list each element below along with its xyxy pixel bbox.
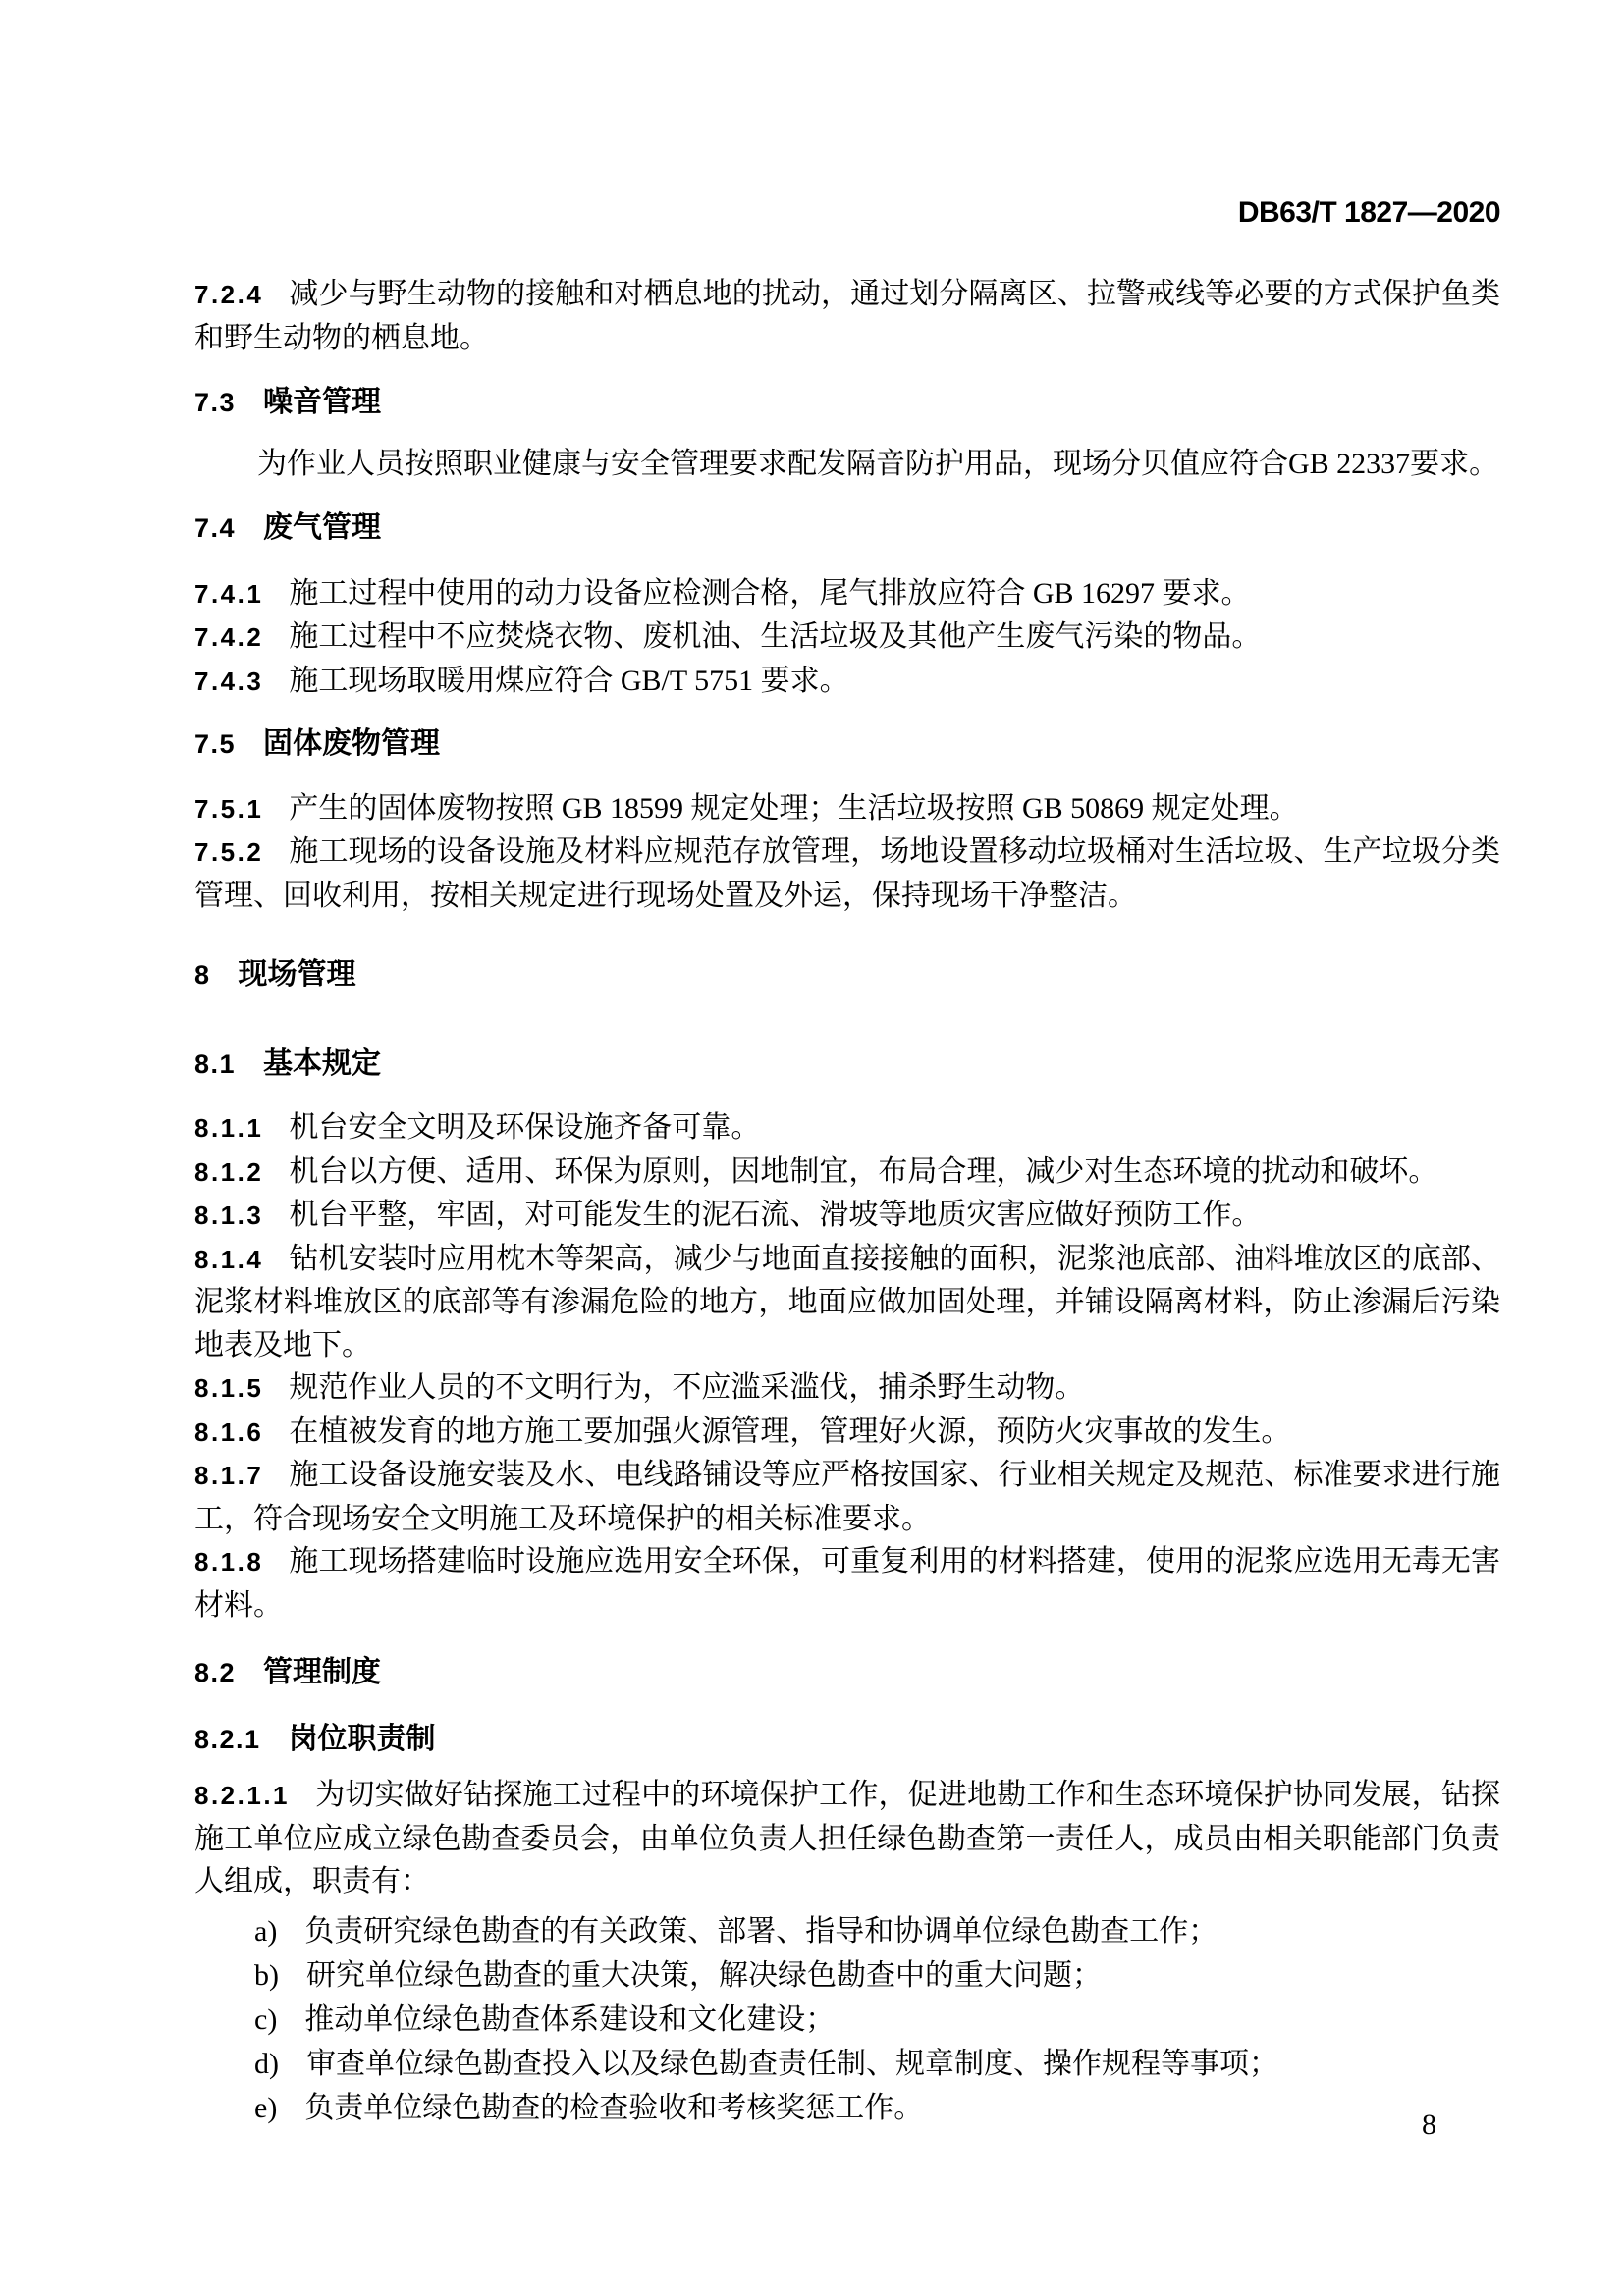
section-number: 7.5 bbox=[194, 729, 237, 759]
clause-7-4-1 bbox=[194, 572, 1500, 616]
clause-number: 8.1.6 bbox=[194, 1416, 264, 1447]
list-item bbox=[194, 1909, 1500, 1953]
clause-number: 8.1.4 bbox=[194, 1244, 264, 1274]
page-number: 8 bbox=[1422, 2109, 1436, 2141]
clause-text: 机台以方便、适用、环保为原则，因地制宜，布局合理，减少对生态环境的扰动和破坏。 bbox=[289, 1154, 1438, 1188]
list-item-text: 研究单位绿色勘查的重大决策，解决绿色勘查中的重大问题； bbox=[306, 1958, 1102, 1992]
clause-number: 8.1.1 bbox=[194, 1113, 264, 1143]
clause-text: 施工设备设施安装及水、电线路铺设等应严格按国家、行业相关规定及规范、标准要求进行施工，符合现场安全文明施工及环境保护的相关标准要求。 bbox=[194, 1459, 1500, 1535]
clause-text: 减少与野生动物的接触和对栖息地的扰动，通过划分隔离区、拉警戒线等必要的方式保护鱼类和野生动物的栖息地。 bbox=[194, 278, 1500, 354]
list-item bbox=[194, 2042, 1500, 2086]
clause-number: 8.1.7 bbox=[194, 1461, 264, 1490]
clause-text: 规范作业人员的不文明行为，不应滥采滥伐，捕杀野生动物。 bbox=[289, 1371, 1085, 1404]
section-number: 8.1 bbox=[194, 1048, 237, 1079]
clause-text: 施工现场搭建临时设施应选用安全环保，可重复利用的材料搭建，使用的泥浆应选用无毒无害材料。 bbox=[194, 1545, 1500, 1622]
list-marker: b) bbox=[254, 1958, 279, 1992]
clause-number: 8.1.3 bbox=[194, 1201, 264, 1230]
list-item-text: 审查单位绿色勘查投入以及绿色勘查责任制、规章制度、操作规程等事项； bbox=[306, 2047, 1278, 2080]
clause-text: 为切实做好钻探施工过程中的环境保护工作，促进地勘工作和生态环境保护协同发展，钻探施工单位应成立绿色勘查委员会，由单位负责人担任绿色勘查第一责任人，成员由相关职能部门负责人组成，职责有： bbox=[194, 1779, 1500, 1897]
section-heading-7-3 bbox=[194, 381, 1500, 425]
section-number: 7.3 bbox=[194, 388, 237, 417]
list-item bbox=[194, 1953, 1500, 1998]
list-marker: c) bbox=[254, 2002, 278, 2036]
section-title: 管理制度 bbox=[263, 1656, 382, 1688]
section-title: 固体废物管理 bbox=[263, 727, 441, 760]
paragraph-7-3 bbox=[194, 443, 1500, 486]
section-title: 废气管理 bbox=[263, 511, 382, 544]
clause-number: 8.2.1.1 bbox=[194, 1781, 291, 1810]
clause-number: 7.2.4 bbox=[194, 280, 264, 309]
header-doc-code: DB63/T 1827—2020 bbox=[1237, 196, 1500, 229]
clause-8-1-3 bbox=[194, 1194, 1500, 1238]
clause-number: 7.5.2 bbox=[194, 837, 264, 867]
section-heading-8-2-1 bbox=[194, 1718, 1500, 1762]
clause-8-2-1-1 bbox=[194, 1774, 1500, 1903]
clause-number: 7.4.3 bbox=[194, 666, 264, 696]
chapter-title: 现场管理 bbox=[238, 958, 356, 990]
section-number: 8.2.1 bbox=[194, 1724, 261, 1754]
clause-number: 8.1.2 bbox=[194, 1156, 264, 1187]
clause-number: 7.4.2 bbox=[194, 622, 264, 652]
paragraph-text: 为作业人员按照职业健康与安全管理要求配发隔音防护用品，现场分贝值应符合GB 22337要求。 bbox=[257, 447, 1499, 480]
clause-7-2-4 bbox=[194, 273, 1500, 359]
clause-8-1-7 bbox=[194, 1454, 1500, 1540]
clause-text: 机台平整，牢固，对可能发生的泥石流、滑坡等地质灾害应做好预防工作。 bbox=[289, 1199, 1262, 1231]
list-item-text: 负责单位绿色勘查的检查验收和考核奖惩工作。 bbox=[304, 2091, 924, 2124]
list-marker: d) bbox=[254, 2047, 279, 2080]
section-number: 7.4 bbox=[194, 513, 237, 543]
clause-text: 施工过程中使用的动力设备应检测合格，尾气排放应符合 GB 16297 要求。 bbox=[289, 576, 1251, 610]
list-marker: a) bbox=[254, 1914, 278, 1948]
clause-text: 产生的固体废物按照 GB 18599 规定处理；生活垃圾按照 GB 50869 规定处理。 bbox=[289, 791, 1299, 825]
clause-text: 机台安全文明及环保设施齐备可靠。 bbox=[289, 1111, 761, 1144]
section-title: 基本规定 bbox=[263, 1046, 382, 1080]
clause-8-1-4 bbox=[194, 1238, 1500, 1367]
chapter-number: 8 bbox=[194, 960, 211, 989]
section-heading-8-2 bbox=[194, 1651, 1500, 1695]
section-title: 噪音管理 bbox=[263, 386, 382, 418]
clause-text: 在植被发育的地方施工要加强火源管理，管理好火源，预防火灾事故的发生。 bbox=[289, 1415, 1291, 1448]
duty-list bbox=[194, 1909, 1500, 2130]
clause-7-4-2 bbox=[194, 615, 1500, 660]
clause-text: 施工现场的设备设施及材料应规范存放管理，场地设置移动垃圾桶对生活垃圾、生产垃圾分类管理、回收利用，按相关规定进行现场处置及外运，保持现场干净整洁。 bbox=[194, 835, 1500, 912]
list-marker: e) bbox=[254, 2091, 278, 2124]
clause-number: 8.1.8 bbox=[194, 1547, 264, 1576]
list-item-text: 推动单位绿色勘查体系建设和文化建设； bbox=[304, 2002, 836, 2036]
list-item bbox=[194, 2086, 1500, 2130]
page-content bbox=[194, 0, 1500, 2130]
clause-8-1-6 bbox=[194, 1411, 1500, 1455]
clause-7-4-3 bbox=[194, 660, 1500, 704]
section-heading-7-4 bbox=[194, 507, 1500, 551]
clause-text: 施工现场取暖用煤应符合 GB/T 5751 要求。 bbox=[289, 664, 849, 697]
clause-7-5-1 bbox=[194, 787, 1500, 831]
clause-text: 钻机安装时应用枕木等架高，减少与地面直接接触的面积，泥浆池底部、油料堆放区的底部、泥浆材料堆放区的底部等有渗漏危险的地方，地面应做加固处理，并铺设隔离材料，防止渗漏后污染地表及地下。 bbox=[194, 1242, 1500, 1362]
chapter-heading-8 bbox=[194, 953, 1500, 997]
clause-8-1-2 bbox=[194, 1150, 1500, 1195]
clause-number: 8.1.5 bbox=[194, 1373, 264, 1403]
clause-number: 7.5.1 bbox=[194, 793, 264, 824]
clause-7-5-2 bbox=[194, 830, 1500, 917]
section-number: 8.2 bbox=[194, 1658, 237, 1687]
section-heading-8-1 bbox=[194, 1042, 1500, 1087]
list-item-text: 负责研究绿色勘查的有关政策、部署、指导和协调单位绿色勘查工作； bbox=[304, 1914, 1218, 1948]
clause-number: 7.4.1 bbox=[194, 578, 264, 609]
section-title: 岗位职责制 bbox=[288, 1722, 436, 1755]
clause-8-1-8 bbox=[194, 1540, 1500, 1627]
section-heading-7-5 bbox=[194, 722, 1500, 767]
clause-8-1-1 bbox=[194, 1106, 1500, 1150]
clause-text: 施工过程中不应焚烧衣物、废机油、生活垃圾及其他产生废气污染的物品。 bbox=[289, 620, 1262, 653]
clause-8-1-5 bbox=[194, 1366, 1500, 1411]
list-item bbox=[194, 1998, 1500, 2042]
